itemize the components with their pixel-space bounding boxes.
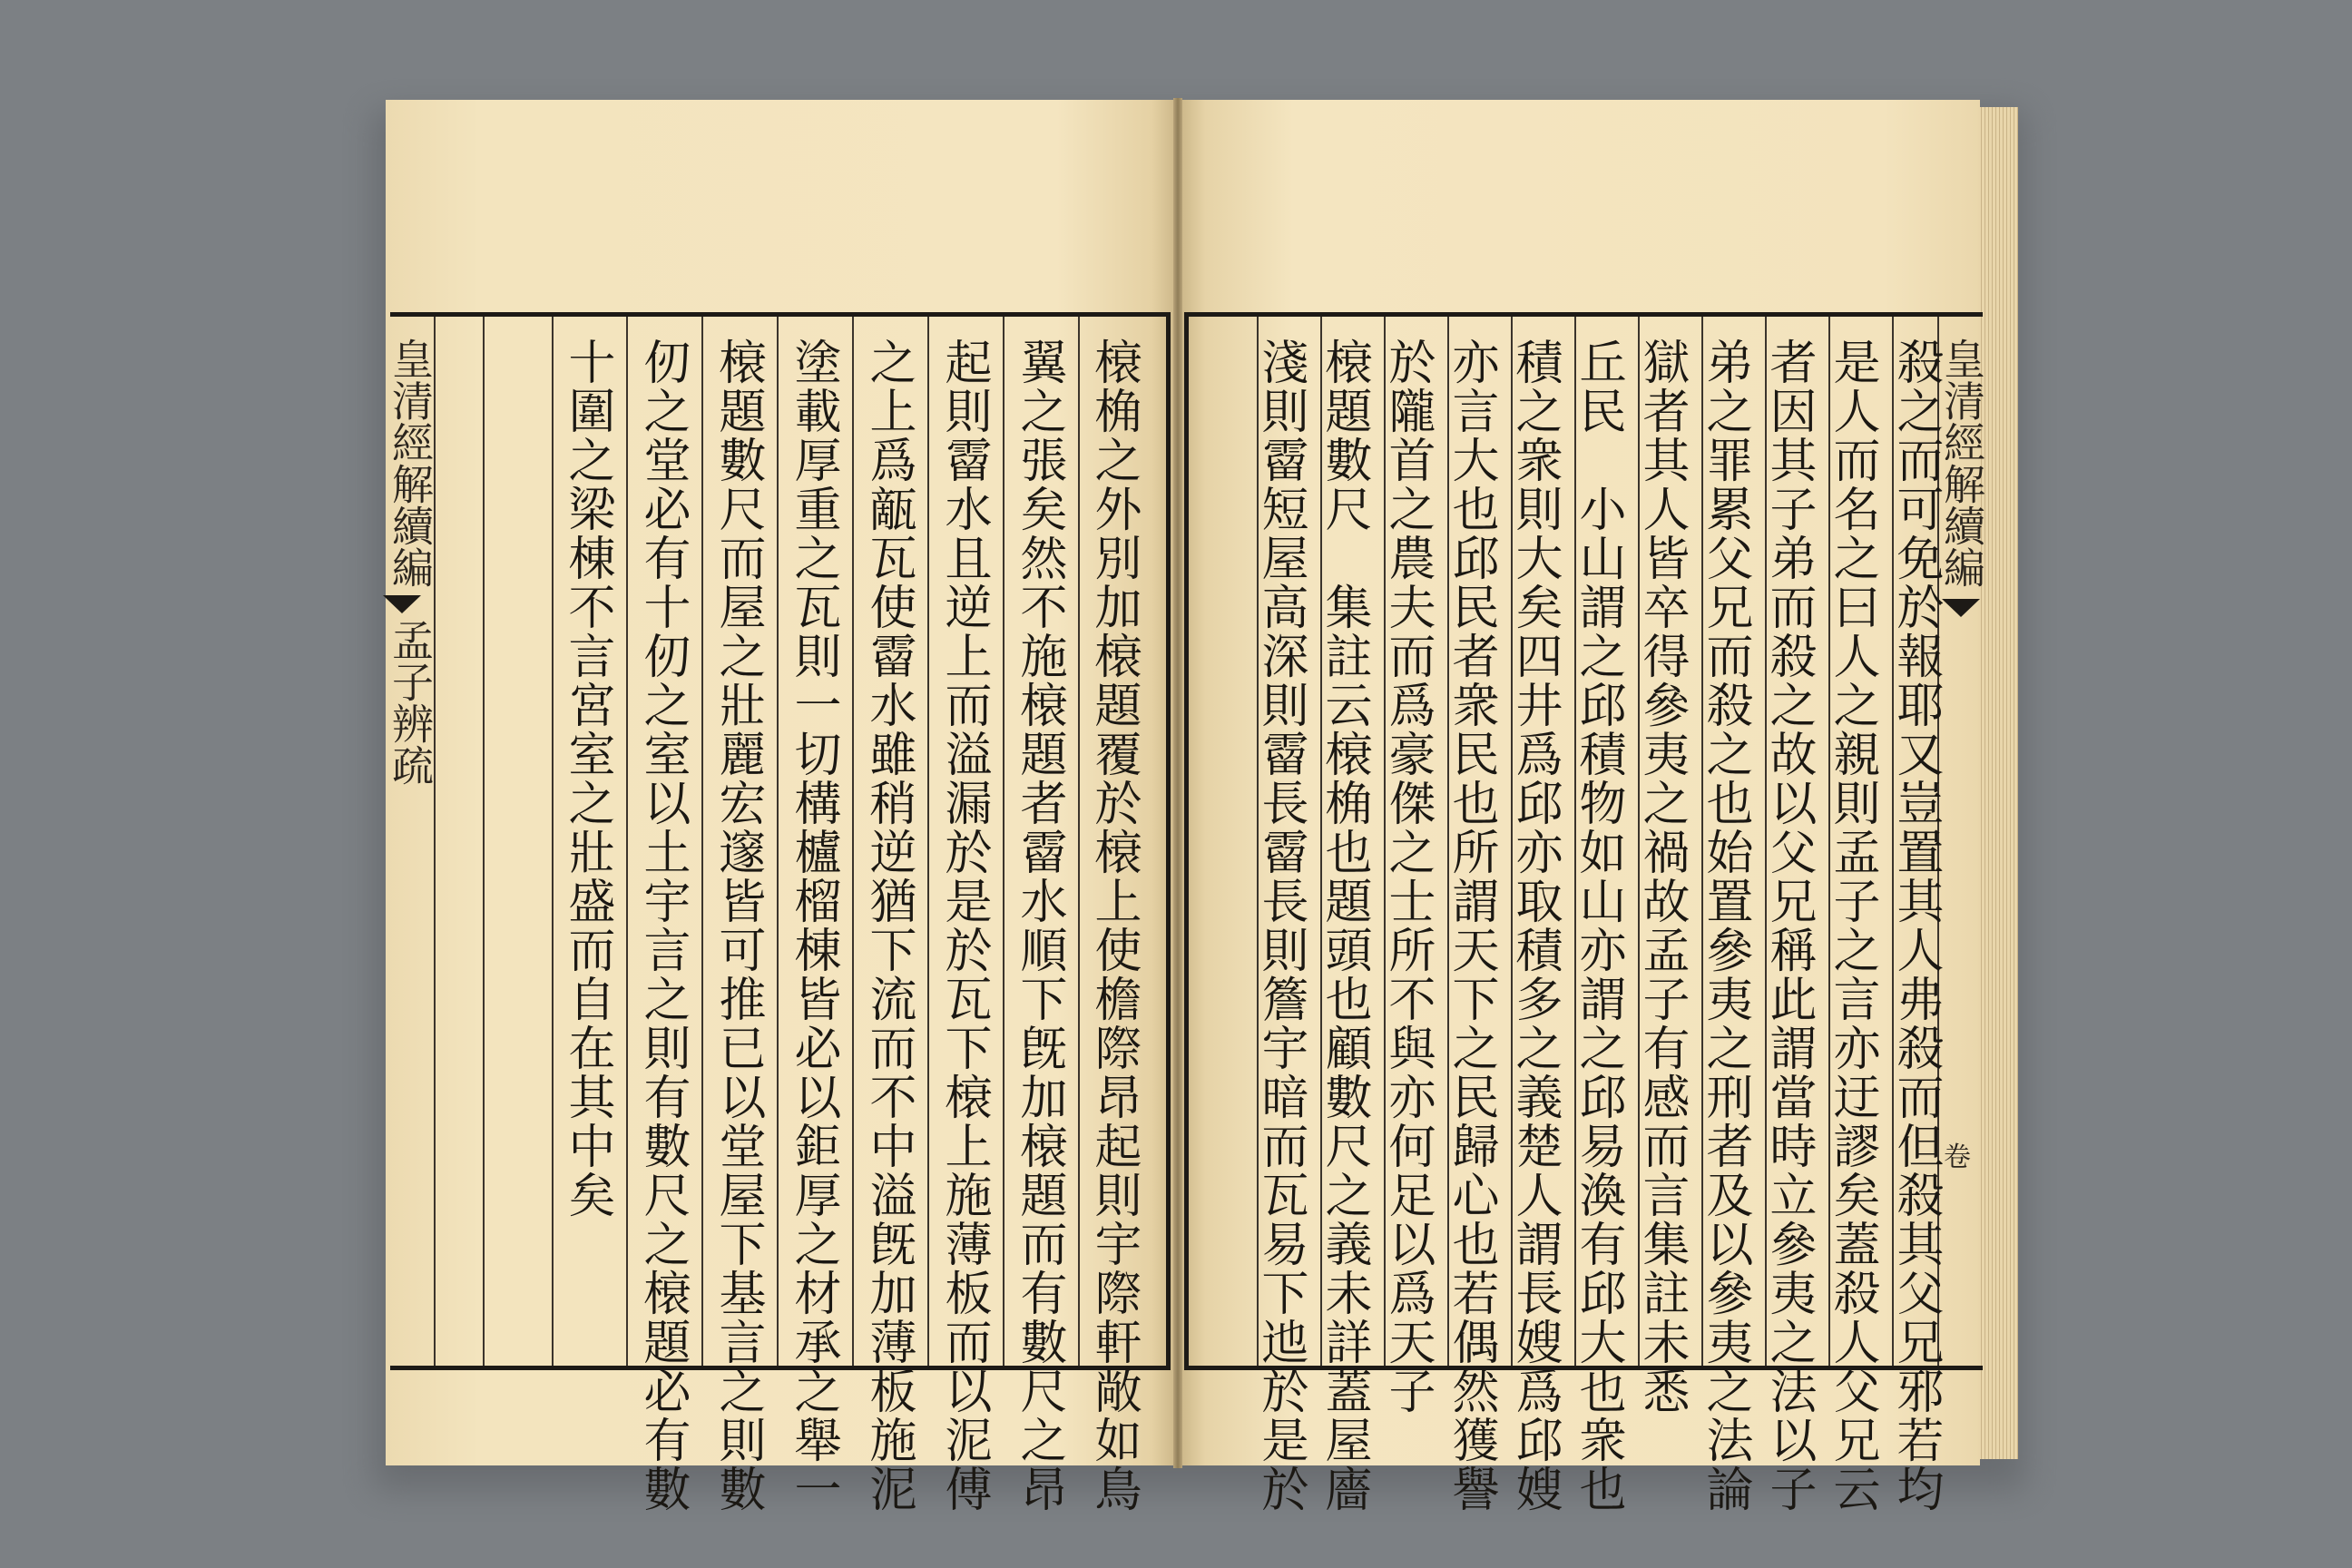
right-text-column: 榱題數尺 集註云榱桷也題頭也顧數尺之義未詳蓋屋廧: [1317, 338, 1371, 1514]
left-text-column: 翼之張矣然不施榱題者霤水順下旣加榱題而有數尺之昂: [1012, 338, 1066, 1514]
left-column-rule: [1003, 317, 1004, 1366]
right-text-column: 淺則霤短屋高深則霤長霤長則簷宇暗而瓦易下迆於是於: [1253, 338, 1308, 1514]
left-column-rule: [1078, 317, 1080, 1366]
right-text-column: 弟之罪累父兄而殺之也始置參夷之刑者及以參夷之法論: [1698, 338, 1752, 1514]
left-text-column: 榱桷之外別加榱題覆於榱上使檐際昂起則宇際軒敞如鳥: [1086, 338, 1141, 1514]
left-text-column: 榱題數尺而屋之壯麗宏邃皆可推已以堂屋下基言之則數: [710, 338, 765, 1514]
right-text-column: 獄者其人皆卒得參夷之禍故孟子有感而言集註未悉: [1634, 338, 1689, 1416]
right-text-column: 積之衆則大矣四井爲邱亦取積多之義楚人謂長嫂爲邱嫂: [1507, 338, 1562, 1514]
right-text-column: 殺之而可免於報耶又豈置其人弗殺而但殺其父兄邪若均: [1888, 338, 1943, 1514]
left-text-column: 起則霤水且逆上而溢漏於是於瓦下榱上施薄板而以泥傅: [936, 338, 991, 1514]
left-column-rule: [483, 317, 485, 1366]
left-margin-section: 孟子辨疏: [386, 619, 435, 786]
page-edges: [1978, 107, 2018, 1459]
right-text-column: 亦言大也邱民者衆民也所謂天下之民歸心也若偶然獲譽: [1444, 338, 1498, 1514]
left-column-rule: [852, 317, 854, 1366]
leaf-number: 卷: [1944, 1142, 1971, 1173]
right-text-column: 者因其子弟而殺之故以父兄稱此謂當時立參夷之法以子: [1761, 338, 1816, 1514]
left-margin-title: 皇清經解續編: [386, 338, 435, 588]
right-text-column: 丘民 小山謂之邱積物如山亦謂之邱易渙有邱大也衆也: [1571, 338, 1625, 1514]
book-spine: [1173, 98, 1182, 1468]
right-text-column: 於隴首之農夫而爲豪傑之士所不與亦何足以爲天子: [1380, 338, 1435, 1416]
left-text-column: 塗載厚重之瓦則一切構櫨榴棟皆必以鉅厚之材承之舉一: [786, 338, 840, 1514]
left-text-column: 之上爲甋瓦使霤水雖稍逆猶下流而不中溢旣加薄板施泥: [861, 338, 916, 1514]
left-column-rule: [701, 317, 703, 1366]
left-column-rule: [552, 317, 554, 1366]
right-text-column: 是人而名之曰人之親則孟子之言亦迂謬矣蓋殺人父兄云: [1825, 338, 1879, 1514]
left-text-column: 仞之堂必有十仞之室以土宇言之則有數尺之榱題必有數: [635, 338, 690, 1514]
left-column-rule: [777, 317, 779, 1366]
left-column-rule: [626, 317, 628, 1366]
left-text-column: 十圍之梁棟不言宮室之壯盛而自在其中矣: [560, 338, 614, 1220]
left-column-rule: [927, 317, 929, 1366]
right-margin-title: 皇清經解續編: [1937, 338, 1986, 588]
